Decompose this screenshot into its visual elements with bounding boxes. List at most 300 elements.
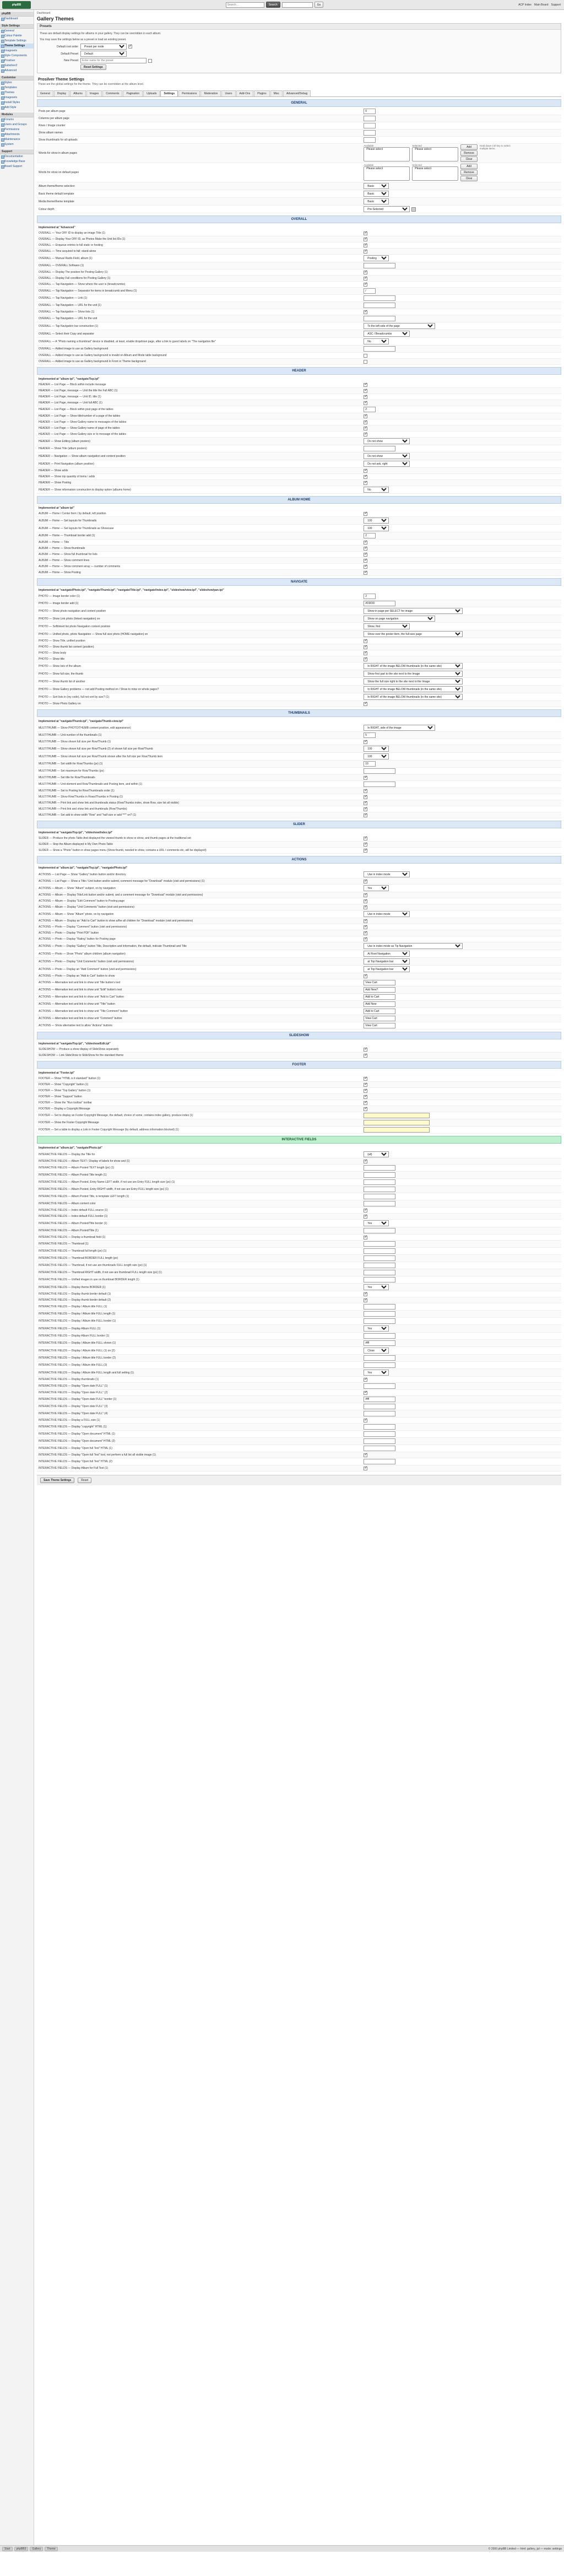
setting-text-input[interactable] (364, 1228, 395, 1233)
setting-text-input[interactable] (364, 987, 395, 993)
setting-checkbox[interactable] (364, 244, 367, 247)
setting-select[interactable] (364, 323, 435, 329)
setting-text-input[interactable] (364, 1263, 395, 1268)
setting-text-input[interactable] (364, 1362, 395, 1368)
setting-checkbox[interactable] (364, 271, 367, 274)
sidebar-item-themes[interactable]: Themes (0, 90, 34, 95)
dual-select-list[interactable] (412, 147, 458, 161)
setting-label: INTERACTIVE FIELDS — Display Album FULL (1) (37, 1325, 362, 1333)
setting-text-input[interactable] (364, 1438, 395, 1444)
setting-text-input[interactable] (364, 768, 395, 774)
sidebar-item-maintenance[interactable]: Maintenance (0, 137, 34, 142)
setting-text-input[interactable] (364, 1179, 395, 1185)
save-theme-settings-button[interactable]: Save Theme Settings (40, 1478, 74, 1483)
setting-checkbox[interactable] (364, 1467, 367, 1470)
setting-select[interactable] (364, 453, 410, 459)
setting-checkbox[interactable] (364, 906, 367, 909)
dual-select-button-clear[interactable]: Clear (460, 157, 478, 162)
setting-select[interactable] (364, 885, 389, 891)
setting-text-input[interactable] (364, 1113, 430, 1118)
setting-select[interactable] (364, 255, 389, 261)
setting-checkbox[interactable] (364, 231, 367, 235)
setting-text-input[interactable] (364, 130, 376, 136)
sidebar-item-style-components[interactable]: Style Components (0, 53, 34, 58)
setting-text-input[interactable] (364, 594, 376, 599)
setting-checkbox[interactable] (364, 801, 367, 805)
setting-checkbox[interactable] (364, 553, 367, 557)
dual-select-button-add[interactable]: Add (460, 164, 478, 169)
setting-select[interactable] (364, 1151, 389, 1157)
setting-select[interactable] (364, 623, 410, 629)
settings-row (37, 532, 561, 540)
setting-checkbox[interactable] (364, 360, 367, 364)
setting-select[interactable] (364, 631, 463, 637)
sidebar-item-general[interactable]: General (0, 29, 34, 34)
setting-select[interactable] (364, 1370, 389, 1376)
input-new-preset[interactable] (80, 58, 147, 63)
setting-control-cell (362, 1082, 561, 1088)
setting-checkbox[interactable] (364, 395, 367, 399)
setting-control-cell (362, 918, 561, 924)
setting-checkbox[interactable] (364, 469, 367, 473)
setting-text-input[interactable] (364, 346, 395, 352)
setting-select[interactable] (364, 206, 410, 212)
setting-checkbox[interactable] (364, 1378, 367, 1382)
setting-checkbox[interactable] (364, 1453, 367, 1457)
sidebar-item-advanced[interactable]: Advanced (0, 68, 34, 73)
setting-text-input[interactable] (364, 1255, 395, 1261)
setting-checkbox[interactable] (364, 1101, 367, 1105)
settings-row (37, 918, 561, 924)
setting-text-input[interactable] (364, 601, 395, 606)
setting-checkbox[interactable] (364, 565, 367, 569)
setting-label: INTERACTIVE FIELDS — Album TEXT / Display of labels for show and (1) (37, 1158, 362, 1165)
setting-label: PHOTO — Show full size, the thumb (37, 670, 362, 678)
setting-checkbox[interactable] (364, 1215, 367, 1219)
setting-checkbox[interactable] (364, 283, 367, 287)
sidebar-item-colour-palette[interactable]: Colour Palette (0, 34, 34, 39)
sidebar-item-dashboard[interactable]: Dashboard (0, 17, 34, 21)
setting-select[interactable] (364, 518, 389, 524)
setting-select[interactable] (364, 183, 389, 189)
sidebar-item-imagesets[interactable]: Imagesets (0, 48, 34, 53)
sidebar-item-theme-settings[interactable]: Theme Settings (0, 44, 34, 48)
setting-checkbox[interactable] (364, 807, 367, 811)
checkbox-new-preset[interactable] (148, 59, 152, 63)
setting-label: SLIDER — Produce the photo Table And displayed the viewed thumb to show or show, and thumb pages at the traditional set (37, 836, 362, 842)
setting-text-input[interactable] (364, 1241, 395, 1247)
setting-text-input[interactable] (364, 1001, 395, 1007)
setting-checkbox[interactable] (364, 401, 367, 405)
setting-select[interactable] (364, 951, 410, 957)
setting-control-cell (362, 288, 561, 295)
dual-select-button-clear[interactable]: Clear (460, 176, 478, 181)
setting-text-input[interactable] (364, 1383, 395, 1389)
setting-checkbox[interactable] (364, 925, 367, 929)
setting-control-cell (362, 1403, 561, 1410)
status-chip-theme[interactable]: Theme (45, 2547, 58, 2551)
dual-select-button-add[interactable]: Add (460, 144, 478, 150)
setting-checkbox[interactable] (364, 541, 367, 545)
setting-select[interactable] (364, 686, 463, 692)
setting-text-input[interactable] (364, 1172, 395, 1178)
settings-row (37, 249, 561, 255)
setting-checkbox[interactable] (364, 651, 367, 655)
setting-control-cell (362, 322, 561, 330)
setting-select[interactable] (364, 198, 389, 204)
setting-checkbox[interactable] (364, 481, 367, 485)
setting-select[interactable] (364, 663, 463, 669)
setting-select[interactable] (364, 753, 389, 759)
settings-row (37, 198, 561, 206)
search-input[interactable] (226, 2, 264, 8)
select-default-preset[interactable] (80, 51, 127, 57)
top-link-support[interactable]: Support (551, 3, 561, 7)
setting-checkbox[interactable] (364, 1298, 367, 1302)
setting-checkbox[interactable] (364, 880, 367, 883)
setting-checkbox[interactable] (364, 1077, 367, 1081)
setting-control-cell (362, 511, 561, 517)
setting-select[interactable] (364, 1284, 389, 1290)
dual-select-list[interactable] (364, 147, 410, 161)
tab-advanced-debug[interactable]: Advanced/Debug (283, 90, 311, 96)
reset-settings-button[interactable]: Reset Settings (80, 64, 106, 70)
dual-select-button-remove[interactable]: Remove (460, 170, 478, 175)
sidebar-item-users-groups[interactable]: Users and Groups (0, 122, 34, 127)
setting-control-cell (362, 848, 561, 854)
setting-select[interactable] (364, 958, 410, 964)
setting-text-input[interactable] (364, 1201, 395, 1206)
setting-checkbox[interactable] (364, 1419, 367, 1422)
setting-control-cell (362, 130, 561, 137)
colour-swatch[interactable] (411, 207, 416, 212)
setting-label: MULTITHUMB — Set width for Row/Thumbs (px) (1) (37, 761, 362, 768)
setting-checkbox[interactable] (364, 559, 367, 563)
setting-checkbox[interactable] (364, 849, 367, 853)
main-content (34, 10, 564, 1485)
dual-select-list[interactable] (412, 166, 458, 181)
tab-users[interactable]: Users (221, 90, 235, 96)
setting-label: Show thumbnails for all uploads (37, 137, 362, 144)
setting-checkbox[interactable] (364, 1209, 367, 1212)
setting-text-input[interactable] (364, 303, 395, 308)
setting-text-input[interactable] (364, 1311, 395, 1317)
setting-text-input[interactable] (364, 1120, 430, 1125)
tab-moderation[interactable]: Moderation (200, 90, 221, 96)
setting-text-input[interactable] (364, 1397, 395, 1402)
setting-text-input[interactable] (364, 1459, 395, 1464)
setting-checkbox[interactable] (364, 1107, 367, 1111)
setting-text-input[interactable] (364, 316, 395, 321)
setting-text-input[interactable] (364, 446, 395, 451)
sidebar-item-imagesets2[interactable]: Imagesets (0, 95, 34, 100)
setting-label: OVERALL — Tap Navigation — Link (1) (37, 295, 362, 302)
setting-text-input[interactable] (364, 137, 376, 143)
setting-control-cell (362, 282, 561, 288)
setting-select[interactable] (364, 1348, 389, 1354)
setting-label: INTERACTIVE FIELDS — Display "Open document" HTML (1) (37, 1431, 362, 1438)
setting-checkbox[interactable] (364, 571, 367, 575)
setting-checkbox[interactable] (364, 645, 367, 649)
setting-control-cell (362, 623, 561, 630)
top-link-acp[interactable]: ACP Index (518, 3, 532, 7)
setting-checkbox[interactable] (364, 740, 367, 744)
setting-checkbox[interactable] (364, 421, 367, 424)
setting-control-cell (362, 1297, 561, 1303)
setting-checkbox[interactable] (364, 238, 367, 241)
setting-select[interactable] (364, 1325, 389, 1332)
section-band-slideshow2: SLIDESHOW (37, 1032, 561, 1039)
setting-checkbox[interactable] (364, 702, 367, 706)
search-button[interactable]: Search (266, 2, 280, 8)
setting-text-input[interactable] (364, 1165, 395, 1171)
setting-text-input[interactable] (364, 1277, 395, 1282)
sidebar-item-documentation[interactable]: Documentation (0, 154, 34, 159)
sidebar-item-add-style[interactable]: Add Style (0, 105, 34, 110)
setting-text-input[interactable] (364, 1194, 395, 1199)
setting-control-cell (362, 546, 561, 552)
setting-control-cell (362, 330, 561, 338)
setting-select[interactable] (364, 911, 410, 917)
setting-text-input[interactable] (364, 732, 376, 738)
settings-row (37, 130, 561, 137)
setting-checkbox[interactable] (364, 310, 367, 314)
settings-row (37, 898, 561, 904)
setting-text-input[interactable] (364, 1270, 395, 1275)
setting-text-input[interactable] (364, 1424, 395, 1430)
sidebar-item-install-styles[interactable]: Install Styles (0, 100, 34, 105)
go-button[interactable]: Go (314, 2, 324, 8)
setting-checkbox[interactable] (364, 931, 367, 935)
tab-general[interactable]: General (37, 90, 53, 96)
setting-checkbox[interactable] (364, 1236, 367, 1240)
sidebar-item-knowledge-base[interactable]: Knowledge Base (0, 159, 34, 164)
setting-checkbox[interactable] (364, 389, 367, 393)
setting-select[interactable] (364, 331, 410, 337)
setting-select[interactable] (364, 608, 463, 614)
setting-checkbox[interactable] (364, 843, 367, 847)
tab-display[interactable]: Display (54, 90, 69, 96)
setting-text-input[interactable] (364, 533, 376, 538)
setting-control-cell (362, 1047, 561, 1053)
setting-text-input[interactable] (364, 288, 376, 294)
setting-checkbox[interactable] (364, 1160, 367, 1163)
setting-text-input[interactable] (364, 994, 395, 1000)
setting-control-cell (362, 910, 561, 918)
setting-control-cell (362, 1390, 561, 1396)
setting-checkbox[interactable] (364, 1083, 367, 1087)
setting-checkbox[interactable] (364, 937, 367, 941)
setting-text-input[interactable] (364, 407, 376, 412)
setting-checkbox[interactable] (364, 837, 367, 840)
setting-checkbox[interactable] (364, 1054, 367, 1058)
tab-addons[interactable]: Add-Ons (236, 90, 254, 96)
sidebar-item-system[interactable]: System (0, 142, 34, 147)
status-chip-gallery[interactable]: Gallery (30, 2547, 43, 2551)
dual-select-list[interactable] (364, 166, 410, 181)
setting-checkbox[interactable] (364, 250, 367, 254)
setting-checkbox[interactable] (364, 1048, 367, 1052)
setting-checkbox[interactable] (364, 899, 367, 903)
tab-settings[interactable]: Settings (160, 90, 178, 96)
setting-label: Colour depth (37, 206, 362, 213)
setting-select[interactable] (364, 966, 410, 972)
setting-select[interactable] (364, 438, 410, 444)
sidebar-item-templates[interactable]: Templates (0, 85, 34, 90)
setting-checkbox[interactable] (364, 776, 367, 780)
setting-control-cell (362, 930, 561, 936)
sidebar-item-subsilver2[interactable]: Subsilver2 (0, 63, 34, 68)
setting-checkbox[interactable] (364, 813, 367, 817)
setting-checkbox[interactable] (364, 974, 367, 978)
settings-row (37, 546, 561, 552)
sidebar-item-permissions[interactable]: Permissions (0, 127, 34, 132)
setting-control-cell (362, 600, 561, 607)
setting-label: PHOTO — Show photo navigation and content position (37, 607, 362, 615)
setting-checkbox[interactable] (364, 789, 367, 793)
tab-albums[interactable]: Albums (70, 90, 86, 96)
settings-row (37, 1179, 561, 1186)
setting-checkbox[interactable] (364, 1292, 367, 1296)
setting-checkbox[interactable] (364, 919, 367, 923)
setting-checkbox[interactable] (364, 414, 367, 418)
setting-control-cell (362, 1053, 561, 1059)
setting-text-input[interactable] (364, 263, 395, 268)
setting-control-cell (362, 994, 561, 1001)
settings-row (37, 800, 561, 806)
setting-checkbox[interactable] (364, 433, 367, 436)
setting-text-input[interactable] (364, 295, 395, 301)
setting-select[interactable] (364, 678, 463, 685)
quick-jump-input[interactable] (282, 2, 313, 8)
setting-text-input[interactable] (364, 1340, 395, 1346)
tab-comments[interactable]: Comments (102, 90, 122, 96)
setting-checkbox[interactable] (364, 1095, 367, 1099)
settings-row (37, 879, 561, 885)
setting-label: INTERACTIVE FIELDS — Display / Album title FULL border (2) (37, 1355, 362, 1362)
setting-select[interactable] (364, 487, 389, 493)
setting-label: MULTITHUMB — Show PHOTO/THUMB content position, edit appearance) (37, 724, 362, 732)
setting-text-input[interactable] (364, 1016, 395, 1021)
checkbox-default-root-order[interactable] (128, 45, 132, 48)
setting-text-input[interactable] (364, 1127, 430, 1133)
setting-control-cell (362, 1284, 561, 1291)
tab-misc[interactable]: Misc (270, 90, 283, 96)
status-chip-start[interactable]: Start (2, 2547, 13, 2551)
dual-select-button-remove[interactable]: Remove (460, 150, 478, 156)
setting-checkbox[interactable] (364, 639, 367, 643)
settings-table-thumbnails (37, 724, 561, 818)
tab-uploads[interactable]: Uploads (143, 90, 160, 96)
setting-select[interactable] (364, 338, 389, 344)
setting-control-cell (362, 1094, 561, 1100)
setting-select[interactable] (364, 943, 463, 949)
setting-control-cell (362, 1214, 561, 1220)
setting-text-input[interactable] (364, 1404, 395, 1409)
setting-label: ALBUM — Home — Show full thumbnail for lists (37, 552, 362, 558)
settings-row (37, 1022, 561, 1030)
setting-text-input[interactable] (364, 980, 395, 985)
setting-checkbox[interactable] (364, 427, 367, 430)
setting-select[interactable] (364, 671, 463, 677)
setting-text-input[interactable] (364, 761, 376, 767)
setting-select[interactable] (364, 746, 389, 752)
setting-checkbox[interactable] (364, 1089, 367, 1093)
sidebar-item-prosilver[interactable]: Prosilver (0, 58, 34, 63)
setting-text-input[interactable] (364, 1333, 395, 1339)
settings-row (37, 904, 561, 910)
setting-control-cell (362, 540, 561, 546)
reset-button[interactable]: Reset (78, 1478, 91, 1483)
setting-text-input[interactable] (364, 1248, 395, 1254)
setting-text-input[interactable] (364, 1411, 395, 1416)
setting-checkbox[interactable] (364, 512, 367, 516)
setting-checkbox[interactable] (364, 795, 367, 799)
select-default-root-order[interactable] (80, 44, 127, 50)
setting-text-input[interactable] (364, 1446, 395, 1451)
setting-text-input[interactable] (364, 116, 376, 121)
tab-plugins[interactable]: Plugins (254, 90, 269, 96)
setting-select[interactable] (364, 694, 463, 700)
setting-text-input[interactable] (364, 1431, 395, 1437)
setting-checkbox[interactable] (364, 277, 367, 281)
top-link-board[interactable]: Main Board (534, 3, 549, 7)
sidebar-item-template-settings[interactable]: Template Settings (0, 39, 34, 44)
setting-checkbox[interactable] (364, 658, 367, 661)
setting-text-input[interactable] (364, 1187, 395, 1192)
setting-select[interactable] (364, 461, 410, 467)
sidebar-item-attachments[interactable]: Attachments (0, 132, 34, 137)
setting-text-input[interactable] (364, 1355, 395, 1361)
sidebar-head-phpbb: phpBB (0, 11, 34, 17)
setting-text-input[interactable] (364, 1009, 395, 1014)
sidebar-item-styles[interactable]: Styles (0, 80, 34, 85)
setting-checkbox[interactable] (364, 475, 367, 479)
setting-text-input[interactable] (364, 123, 376, 128)
setting-checkbox[interactable] (364, 1391, 367, 1395)
setting-select[interactable] (364, 616, 435, 622)
setting-select[interactable] (364, 191, 389, 197)
setting-text-input[interactable] (364, 109, 376, 114)
setting-text-input[interactable] (364, 1318, 395, 1324)
settings-row (37, 842, 561, 848)
setting-control-cell (362, 570, 561, 576)
setting-checkbox[interactable] (364, 547, 367, 551)
setting-label: OVERALL — Your OFF ID to display an image Title (1) (37, 230, 362, 236)
setting-select[interactable] (364, 1220, 389, 1226)
sidebar-item-board-support[interactable]: Board Support (0, 164, 34, 169)
setting-text-input[interactable] (364, 782, 395, 787)
setting-checkbox[interactable] (364, 354, 367, 358)
setting-select[interactable] (364, 871, 410, 877)
tab-pagination[interactable]: Pagination (123, 90, 143, 96)
tab-permissions[interactable]: Permissions (178, 90, 200, 96)
setting-control-cell (362, 359, 561, 365)
settings-row (37, 1362, 561, 1369)
setting-select[interactable] (364, 525, 389, 531)
setting-text-input[interactable] (364, 1023, 395, 1028)
setting-select[interactable] (364, 725, 435, 731)
tab-images[interactable]: Images (86, 90, 102, 96)
setting-control-cell (362, 474, 561, 480)
setting-label: ALBUM — Home — Show comment lines (37, 558, 362, 564)
setting-checkbox[interactable] (364, 893, 367, 897)
setting-checkbox[interactable] (364, 383, 367, 387)
settings-row (37, 806, 561, 812)
sidebar-item-forums[interactable]: Forums (0, 117, 34, 122)
status-chip-phpbb3[interactable]: phpBB3 (14, 2547, 29, 2551)
setting-text-input[interactable] (364, 1304, 395, 1309)
